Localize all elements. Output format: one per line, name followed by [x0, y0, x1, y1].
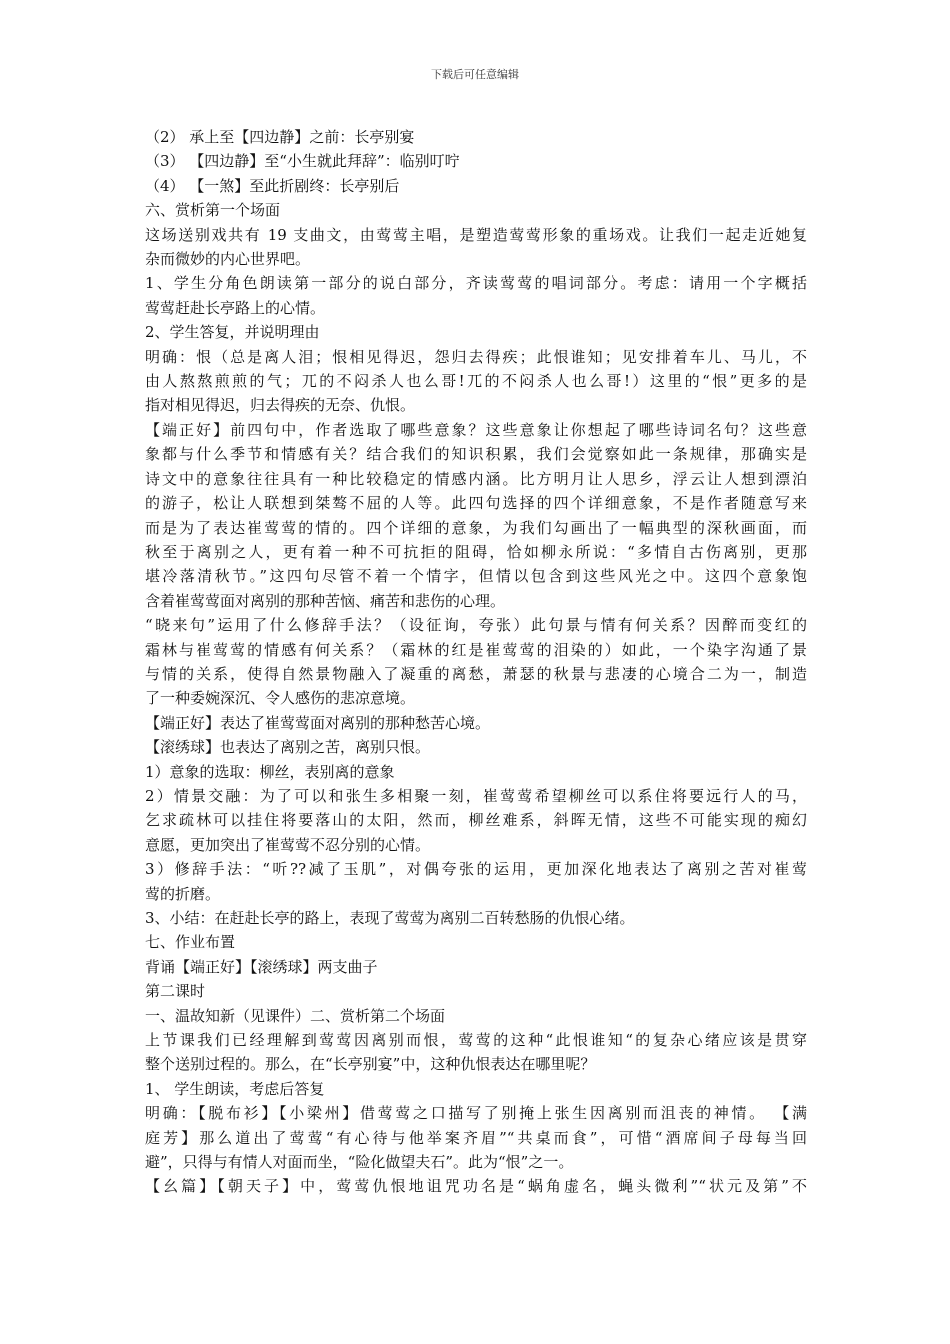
text-line: 1、 学生朗读，考虑后答复: [145, 1079, 325, 1098]
text-line: 庭芳】那么道出了莺莺“有心待与他举案齐眉”“共桌而食”，可惜“酒席间子母每当回: [145, 1128, 807, 1147]
text-line: 一、温故知新（见课件）二、赏析第二个场面: [145, 1006, 446, 1025]
text-line: （3） 【四边静】至“小生就此拜辞”：临别叮咛: [145, 152, 460, 171]
text-line: 七、作业布置: [145, 933, 236, 952]
text-line: 2、学生答复，并说明理由: [145, 323, 320, 342]
text-line: 2）情景交融：为了可以和张生多相聚一刻，崔莺莺希望柳丝可以系住将要远行人的马，: [145, 786, 807, 805]
text-line: 秋至于离别之人，更有着一种不可抗拒的阻碍，恰如柳永所说：“多情自古伤离别，更那: [145, 542, 807, 561]
text-line: 上节课我们已经理解到莺莺因离别而恨，莺莺的这种“此恨谁知“的复杂心绪应该是贯穿: [145, 1031, 807, 1050]
text-line: 【滚绣球】也表达了离别之苦，离别只恨。: [145, 738, 431, 757]
text-line: 含着崔莺莺面对离别的那种苦恼、痛苦和悲伤的心理。: [145, 591, 506, 610]
document-body: [145, 125, 807, 1199]
text-line: 【端正好】前四句中，作者选取了哪些意象？这些意象让你想起了哪些诗词名句？这些意: [145, 420, 807, 439]
text-line: 3）修辞手法：“听??减了玉肌”，对偶夸张的运用，更加深化地表达了离别之苦对崔莺: [145, 860, 807, 879]
text-line: 而是为了表达崔莺莺的情的。四个详细的意象，为我们勾画出了一幅典型的深秋画面，而: [145, 518, 807, 537]
text-line: 莺的折磨。: [145, 884, 221, 903]
text-line: 霜林与崔莺莺的情感有何关系？（霜林的红是崔莺莺的泪染的）如此，一个染字沟通了景: [145, 640, 807, 659]
text-line: “晓来句”运用了什么修辞手法？（设征询，夸张）此句景与情有何关系？因醉而变红的: [145, 616, 807, 635]
text-line: 这场送别戏共有 19 支曲文，由莺莺主唱，是塑造莺莺形象的重场戏。让我们一起走近她复: [145, 225, 807, 244]
text-line: 乞求疏林可以挂住将要落山的太阳，然而，柳丝难系，斜晖无情，这些不可能实现的痴幻: [145, 811, 807, 830]
text-line: 明确：【脱布衫】【小梁州】借莺莺之口描写了别掩上张生因离别而沮丧的神情。 【满: [145, 1104, 807, 1123]
text-line: 【幺篇】【朝天子】中，莺莺仇恨地诅咒功名是“蜗角虚名，蝇头微利”“状元及第”不: [145, 1177, 807, 1196]
text-line: 第二课时: [145, 982, 206, 1001]
text-line: 意愿，更加突出了崔莺莺不忍分别的心情。: [145, 835, 431, 854]
text-line: 1、学生分角色朗读第一部分的说白部分，齐读莺莺的唱词部分。考虑：请用一个字概括: [145, 274, 807, 293]
text-line: 3、小结：在赶赴长亭的路上，表现了莺莺为离别二百转愁肠的仇恨心绪。: [145, 909, 635, 927]
text-line: 诗文中的意象往往具有一种比较稳定的情感内涵。比方明月让人思乡，浮云让人想到漂泊: [145, 469, 807, 488]
text-line: 明确：恨（总是离人泪；恨相见得迟，怨归去得疾；此恨谁知；见安排着车儿、马儿，不: [145, 347, 807, 366]
text-line: 由人熬熬煎煎的气；兀的不闷杀人也么哥!兀的不闷杀人也么哥!）这里的“恨”更多的是: [145, 372, 807, 391]
text-line: 整个送别过程的。那么，在“长亭别宴”中，这种仇恨表达在哪里呢？: [145, 1055, 596, 1074]
text-line: 的游子，松让人联想到桀骜不屈的人等。此四句选择的四个详细意象，不是作者随意写来: [145, 494, 807, 513]
text-line: 1）意象的选取：柳丝，表别离的意象: [145, 762, 395, 781]
text-line: 堪冷落清秋节。”这四句尽管不着一个情字，但情以包含到这些风光之中。这四个意象饱: [145, 567, 807, 586]
text-line: 背诵【端正好】【滚绣球】两支曲子: [145, 957, 378, 976]
text-line: 避”，只得与有情人对面而坐，“险化做望夫石”。此为“恨”之一。: [145, 1153, 574, 1172]
text-line: 与情的关系，使得自然景物融入了凝重的离愁，萧瑟的秋景与悲凄的心境合二为一，制造: [145, 664, 807, 683]
text-line: 六、赏析第一个场面: [145, 201, 281, 220]
text-line: （2） 承上至【四边静】之前：长亭别宴: [145, 128, 415, 146]
page-header: 下载后可任意编辑: [431, 68, 519, 81]
text-line: 杂而微妙的内心世界吧。: [145, 250, 311, 269]
text-line: 了一种委婉深沉、令人感伤的悲凉意境。: [145, 689, 416, 708]
text-line: 指对相见得迟，归去得疾的无奈、仇恨。: [145, 396, 416, 415]
text-line: 莺莺赶赴长亭路上的心情。: [145, 298, 326, 317]
text-line: 【端正好】表达了崔莺莺面对离别的那种愁苦心境。: [145, 713, 491, 732]
text-line: （4） 【一煞】至此折剧终：长亭别后: [145, 176, 400, 195]
text-line: 象都与什么季节和情感有关？结合我们的知识积累，我们会觉察如此一条规律，那确实是: [145, 445, 807, 464]
